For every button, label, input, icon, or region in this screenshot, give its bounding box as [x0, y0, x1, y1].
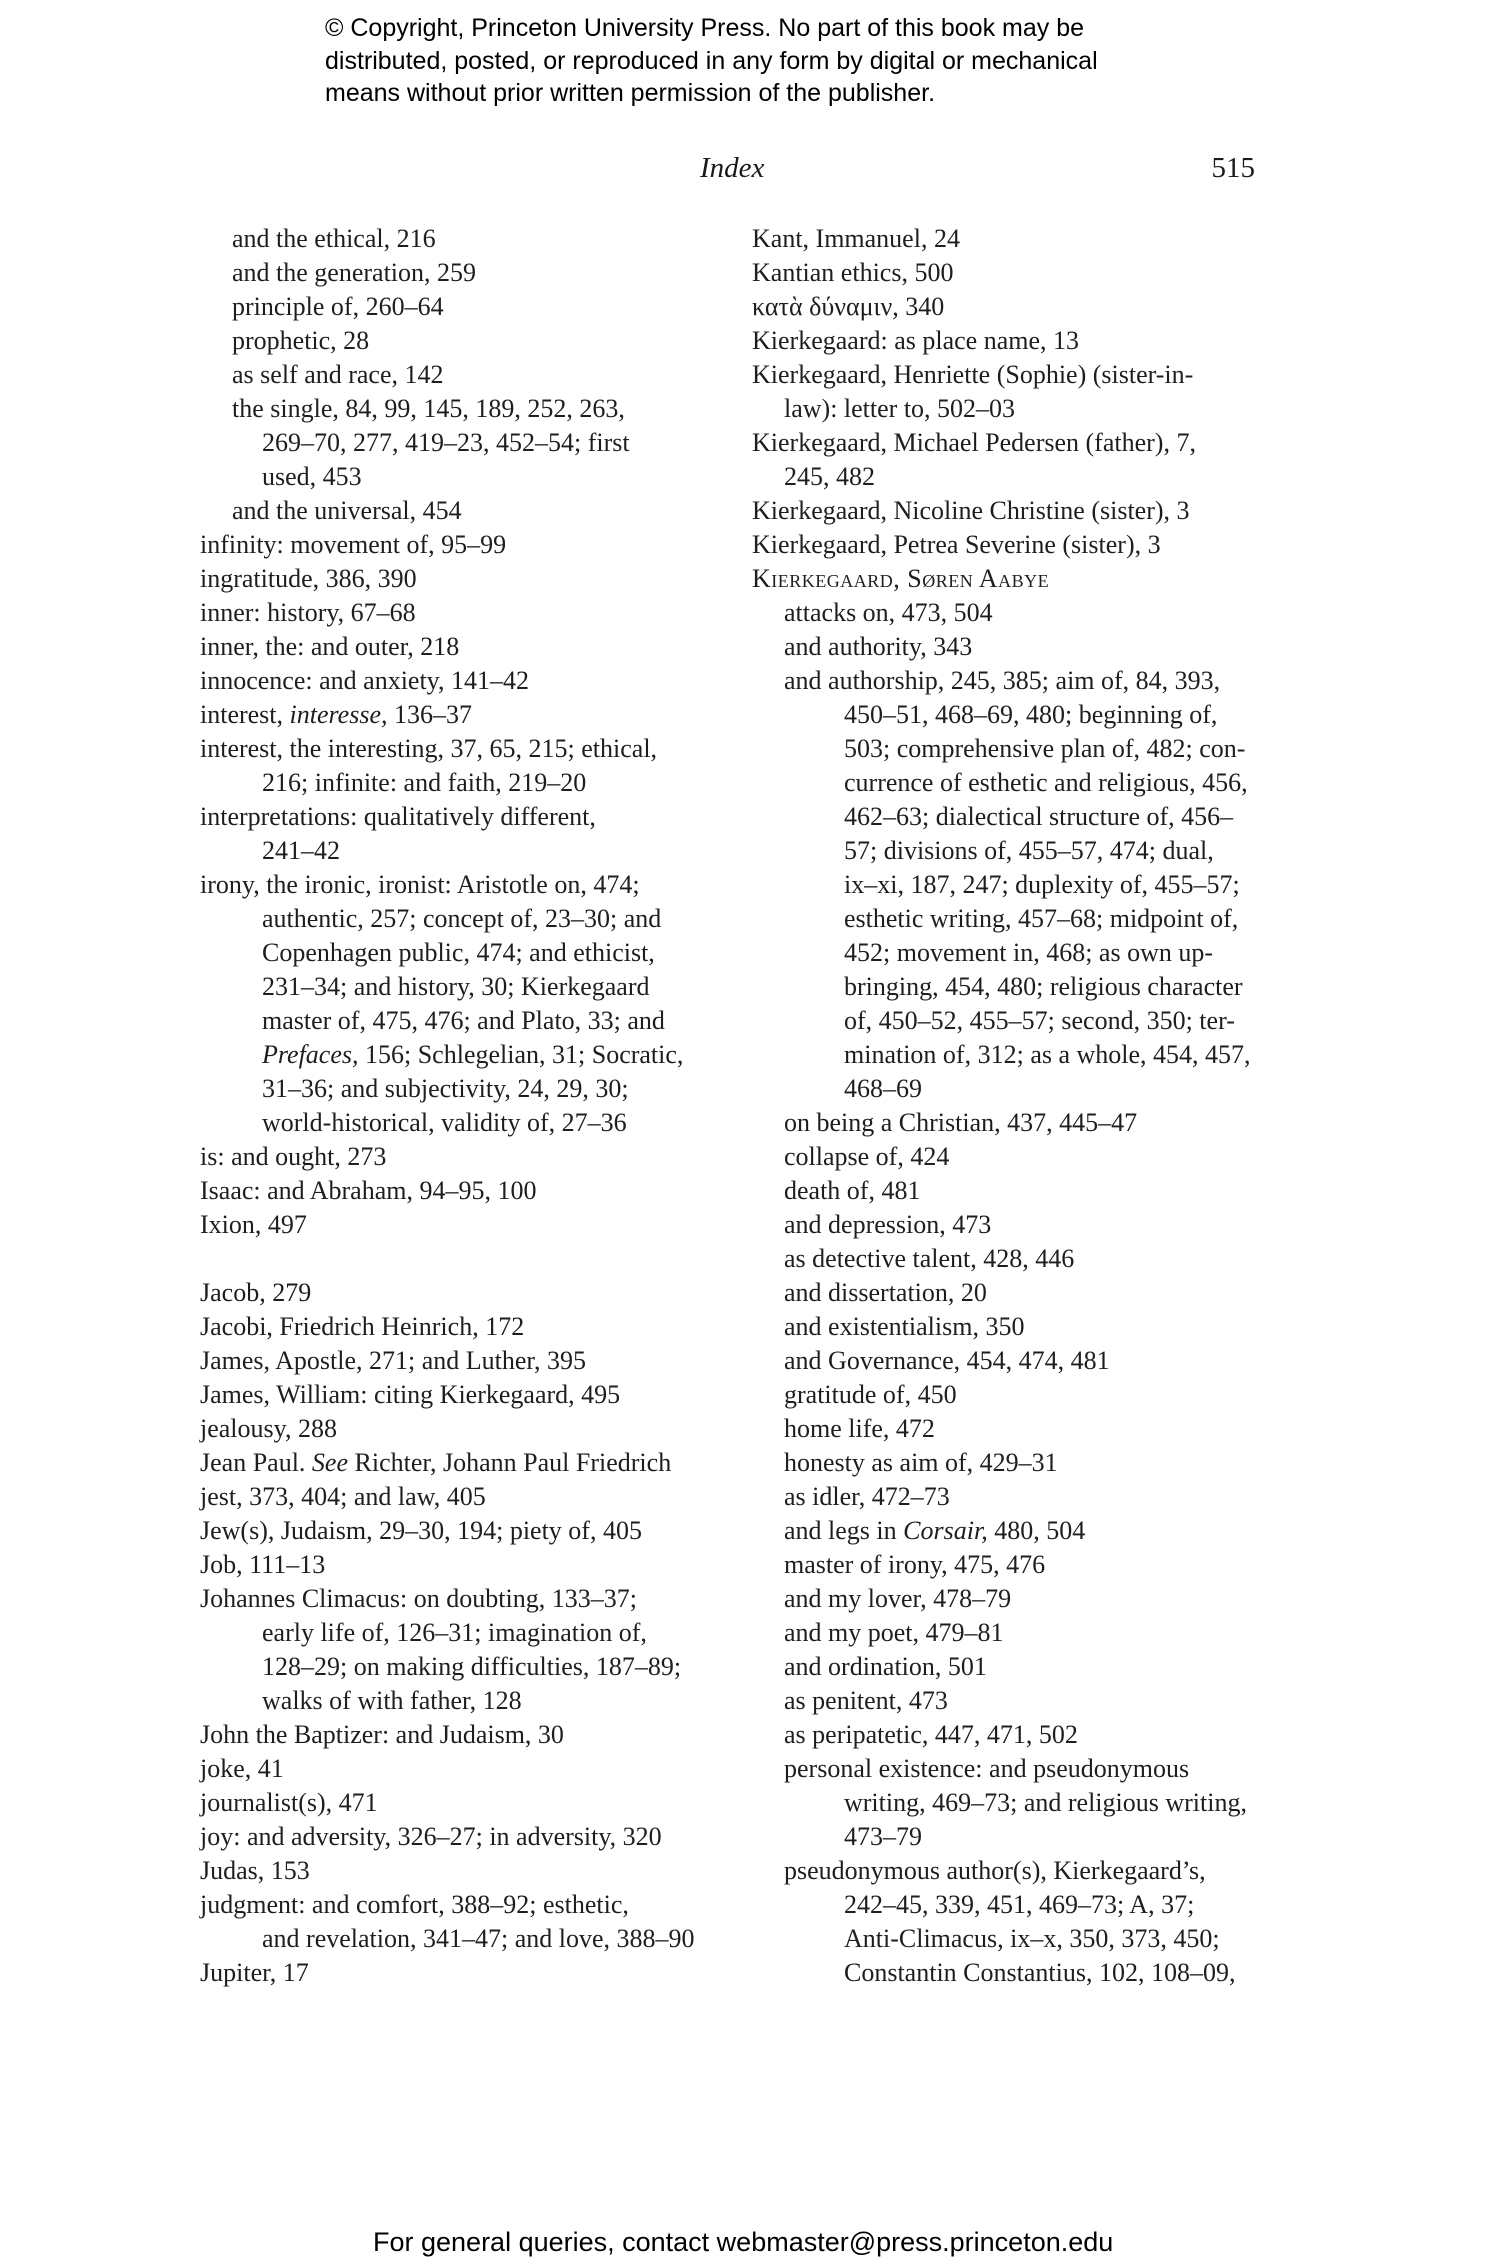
entry-text: Jew(s), Judaism, 29–30, 194; piety of, 405	[200, 1516, 642, 1545]
index-subentry	[752, 1344, 1272, 1378]
index-subentry	[752, 1004, 1272, 1038]
index-column-left	[200, 222, 720, 1990]
index-subentry	[752, 1072, 1272, 1106]
index-subentry	[752, 1582, 1272, 1616]
entry-text: used, 453	[262, 462, 362, 491]
entry-text: interest, the interesting, 37, 65, 215; ethical,	[200, 734, 658, 763]
copyright-notice	[325, 12, 1325, 110]
entry-text: currence of esthetic and religious, 456,	[844, 768, 1248, 797]
entry-text: and authorship, 245, 385; aim of, 84, 393,	[784, 666, 1221, 695]
index-subentry	[752, 1514, 1272, 1548]
index-entry	[200, 1582, 720, 1616]
entry-text: gratitude of, 450	[784, 1380, 957, 1409]
index-entry	[200, 1820, 720, 1854]
entry-text: 503; comprehensive plan of, 482; con-	[844, 734, 1246, 763]
entry-text: 462–63; dialectical structure of, 456–	[844, 802, 1234, 831]
entry-text: 452; movement in, 468; as own up-	[844, 938, 1214, 967]
running-head	[200, 152, 1255, 192]
entry-text: 450–51, 468–69, 480; beginning of,	[844, 700, 1218, 729]
index-subentry	[752, 1412, 1272, 1446]
entry-text: as peripatetic, 447, 471, 502	[784, 1720, 1078, 1749]
index-entry	[200, 1480, 720, 1514]
entry-text: and ordination, 501	[784, 1652, 987, 1681]
entry-text-after: Richter, Johann Paul Friedrich	[348, 1448, 672, 1477]
index-entry	[200, 1412, 720, 1446]
entry-text: jest, 373, 404; and law, 405	[200, 1482, 486, 1511]
index-entry	[200, 1378, 720, 1412]
index-subentry	[752, 1208, 1272, 1242]
entry-text: law): letter to, 502–03	[784, 394, 1016, 423]
entry-text: Job, 111–13	[200, 1550, 326, 1579]
index-subentry	[200, 1072, 720, 1106]
index-subentry	[752, 970, 1272, 1004]
entry-text: Judas, 153	[200, 1856, 310, 1885]
index-entry	[200, 1752, 720, 1786]
index-subentry	[752, 1888, 1272, 1922]
index-subentry	[200, 1922, 720, 1956]
entry-italic-text: interesse,	[289, 700, 388, 729]
entry-text: walks of with father, 128	[262, 1686, 522, 1715]
index-entry	[752, 528, 1272, 562]
entry-text: infinity: movement of, 95–99	[200, 530, 507, 559]
copyright-line: © Copyright, Princeton University Press. No part of this book may be	[325, 14, 1085, 42]
entry-text: honesty as aim of, 429–31	[784, 1448, 1058, 1477]
entry-text: irony, the ironic, ironist: Aristotle on, 474;	[200, 870, 640, 899]
index-subentry	[200, 358, 720, 392]
entry-text: and my poet, 479–81	[784, 1618, 1004, 1647]
entry-text: ingratitude, 386, 390	[200, 564, 417, 593]
index-subentry	[200, 1616, 720, 1650]
index-entry	[200, 732, 720, 766]
index-entry	[200, 1854, 720, 1888]
index-subentry	[752, 732, 1272, 766]
entry-text: 468–69	[844, 1074, 922, 1103]
entry-text: Jean Paul.	[200, 1448, 312, 1477]
index-subentry	[200, 494, 720, 528]
entry-text: mination of, 312; as a whole, 454, 457,	[844, 1040, 1251, 1069]
index-subentry	[752, 1820, 1272, 1854]
index-entry	[200, 1888, 720, 1922]
index-entry	[200, 1140, 720, 1174]
index-subentry	[752, 1684, 1272, 1718]
entry-text: Copenhagen public, 474; and ethicist,	[262, 938, 655, 967]
index-subentry	[200, 460, 720, 494]
index-subentry	[752, 1752, 1272, 1786]
entry-text: on being a Christian, 437, 445–47	[784, 1108, 1138, 1137]
index-subentry	[752, 1616, 1272, 1650]
index-entry	[200, 1174, 720, 1208]
index-entry	[200, 528, 720, 562]
index-column-right	[752, 222, 1272, 1990]
entry-text: Kantian ethics, 500	[752, 258, 954, 287]
entry-text: Ixion, 497	[200, 1210, 307, 1239]
entry-text: interpretations: qualitatively different,	[200, 802, 596, 831]
index-entry	[200, 1344, 720, 1378]
entry-text: 473–79	[844, 1822, 922, 1851]
entry-text: jealousy, 288	[200, 1414, 337, 1443]
entry-text: Isaac: and Abraham, 94–95, 100	[200, 1176, 537, 1205]
index-subentry	[752, 1106, 1272, 1140]
entry-text: and the ethical, 216	[232, 224, 436, 253]
entry-text: 269–70, 277, 419–23, 452–54; first	[262, 428, 630, 457]
index-subentry	[752, 1140, 1272, 1174]
entry-text: writing, 469–73; and religious writing,	[844, 1788, 1247, 1817]
index-entry	[752, 494, 1272, 528]
index-subentry	[752, 1786, 1272, 1820]
entry-text: and Governance, 454, 474, 481	[784, 1346, 1110, 1375]
entry-text: κατὰ δύναμιν, 340	[752, 292, 945, 321]
entry-text: interest,	[200, 700, 290, 729]
entry-text: Kierkegaard, Petrea Severine (sister), 3	[752, 530, 1161, 559]
entry-text: joy: and adversity, 326–27; in adversity, 320	[200, 1822, 662, 1851]
index-entry	[200, 630, 720, 664]
entry-text: and existentialism, 350	[784, 1312, 1025, 1341]
index-entry	[200, 1514, 720, 1548]
entry-text: and dissertation, 20	[784, 1278, 987, 1307]
index-subentry	[752, 1548, 1272, 1582]
entry-text: as detective talent, 428, 446	[784, 1244, 1075, 1273]
entry-text: 128–29; on making difficulties, 187–89;	[262, 1652, 682, 1681]
index-subentry	[752, 596, 1272, 630]
index-subentry	[200, 1004, 720, 1038]
entry-text: Kierkegaard, Nicoline Christine (sister), 3	[752, 496, 1190, 525]
entry-text: as idler, 472–73	[784, 1482, 950, 1511]
entry-text: 231–34; and history, 30; Kierkegaard	[262, 972, 650, 1001]
entry-text: Jacob, 279	[200, 1278, 312, 1307]
entry-text: 245, 482	[784, 462, 875, 491]
index-subentry	[752, 1310, 1272, 1344]
entry-text: Anti-Climacus, ix–x, 350, 373, 450;	[844, 1924, 1220, 1953]
entry-text: and revelation, 341–47; and love, 388–90	[262, 1924, 695, 1953]
entry-text: 241–42	[262, 836, 340, 865]
entry-text: Kant, Immanuel, 24	[752, 224, 960, 253]
index-entry	[752, 562, 1272, 596]
entry-text: James, Apostle, 271; and Luther, 395	[200, 1346, 587, 1375]
entry-text: as penitent, 473	[784, 1686, 948, 1715]
entry-text: 57; divisions of, 455–57, 474; dual,	[844, 836, 1214, 865]
entry-text: Kierkegaard, Søren Aabye	[752, 564, 1050, 593]
index-subentry	[200, 766, 720, 800]
index-subentry	[200, 324, 720, 358]
entry-text: Jacobi, Friedrich Heinrich, 172	[200, 1312, 525, 1341]
page-number: 515	[1211, 152, 1255, 184]
entry-text: journalist(s), 471	[200, 1788, 378, 1817]
index-subentry	[752, 936, 1272, 970]
entry-text-after: 136–37	[387, 700, 472, 729]
entry-text: John the Baptizer: and Judaism, 30	[200, 1720, 564, 1749]
index-subentry	[752, 800, 1272, 834]
index-entry	[200, 1310, 720, 1344]
index-subentry	[752, 834, 1272, 868]
index-subentry	[200, 970, 720, 1004]
entry-text: innocence: and anxiety, 141–42	[200, 666, 529, 695]
entry-text: master of, 475, 476; and Plato, 33; and	[262, 1006, 665, 1035]
running-head-title: Index	[700, 152, 765, 184]
entry-text: and my lover, 478–79	[784, 1584, 1012, 1613]
index-entry	[200, 596, 720, 630]
index-subentry	[752, 1242, 1272, 1276]
entry-text: bringing, 454, 480; religious character	[844, 972, 1243, 1001]
entry-text: and the universal, 454	[232, 496, 462, 525]
entry-text: and the generation, 259	[232, 258, 477, 287]
index-subentry	[752, 1922, 1272, 1956]
index-entry	[200, 664, 720, 698]
index-subentry	[752, 1650, 1272, 1684]
index-subentry	[752, 460, 1272, 494]
index-subentry	[200, 1038, 720, 1072]
entry-text: master of irony, 475, 476	[784, 1550, 1046, 1579]
entry-text: world-historical, validity of, 27–36	[262, 1108, 627, 1137]
entry-text: the single, 84, 99, 145, 189, 252, 263,	[232, 394, 625, 423]
index-subentry	[200, 256, 720, 290]
index-entry	[200, 868, 720, 902]
entry-text-after: 156; Schlegelian, 31; Socratic,	[358, 1040, 684, 1069]
entry-text: Constantin Constantius, 102, 108–09,	[844, 1958, 1236, 1987]
index-subentry	[752, 664, 1272, 698]
entry-text: personal existence: and pseudonymous	[784, 1754, 1190, 1783]
index-entry	[200, 1956, 720, 1990]
entry-text: and authority, 343	[784, 632, 973, 661]
entry-text: and depression, 473	[784, 1210, 992, 1239]
index-subentry	[200, 936, 720, 970]
index-entry	[752, 222, 1272, 256]
entry-text: 242–45, 339, 451, 469–73; A, 37;	[844, 1890, 1195, 1919]
index-entry	[200, 1718, 720, 1752]
index-subentry	[200, 1650, 720, 1684]
entry-text-after: 480, 504	[987, 1516, 1086, 1545]
index-entry	[200, 1548, 720, 1582]
entry-italic-text: Corsair,	[903, 1516, 988, 1545]
index-subentry	[752, 630, 1272, 664]
entry-text: early life of, 126–31; imagination of,	[262, 1618, 647, 1647]
index-subentry	[200, 1106, 720, 1140]
entry-text: joke, 41	[200, 1754, 284, 1783]
index-spacer	[200, 1242, 720, 1276]
index-entry	[200, 562, 720, 596]
entry-text: prophetic, 28	[232, 326, 370, 355]
index-subentry	[752, 902, 1272, 936]
index-subentry	[200, 222, 720, 256]
index-entry	[752, 256, 1272, 290]
index-subentry	[200, 290, 720, 324]
entry-text: inner: history, 67–68	[200, 598, 416, 627]
index-entry	[200, 1276, 720, 1310]
copyright-line: means without prior written permission of the publisher.	[325, 79, 936, 107]
entry-text: and legs in	[784, 1516, 904, 1545]
entry-text: death of, 481	[784, 1176, 921, 1205]
copyright-line: distributed, posted, or reproduced in any form by digital or mechanical	[325, 46, 1098, 75]
entry-text: authentic, 257; concept of, 23–30; and	[262, 904, 662, 933]
entry-text: ix–xi, 187, 247; duplexity of, 455–57;	[844, 870, 1240, 899]
index-entry	[200, 800, 720, 834]
entry-text: as self and race, 142	[232, 360, 444, 389]
index-subentry	[200, 426, 720, 460]
index-subentry	[752, 868, 1272, 902]
entry-text: collapse of, 424	[784, 1142, 950, 1171]
index-subentry	[200, 392, 720, 426]
index-subentry	[752, 1480, 1272, 1514]
entry-text: Kierkegaard, Henriette (Sophie) (sister-in-	[752, 360, 1194, 389]
index-subentry	[752, 1174, 1272, 1208]
index-entry	[752, 426, 1272, 460]
index-subentry	[752, 1854, 1272, 1888]
entry-text: Johannes Climacus: on doubting, 133–37;	[200, 1584, 637, 1613]
entry-italic-text: See	[311, 1448, 349, 1477]
index-entry	[200, 1208, 720, 1242]
index-entry	[200, 1786, 720, 1820]
index-subentry	[752, 698, 1272, 732]
entry-text: 31–36; and subjectivity, 24, 29, 30;	[262, 1074, 629, 1103]
footer-contact: For general queries, contact webmaster@press.princeton.edu	[373, 2227, 1114, 2257]
index-subentry	[752, 1718, 1272, 1752]
entry-italic-text: Prefaces,	[262, 1040, 359, 1069]
index-entry	[752, 358, 1272, 392]
index-subentry	[752, 1378, 1272, 1412]
entry-text: of, 450–52, 455–57; second, 350; ter-	[844, 1006, 1235, 1035]
entry-text: 216; infinite: and faith, 219–20	[262, 768, 587, 797]
index-subentry	[200, 834, 720, 868]
entry-text: esthetic writing, 457–68; midpoint of,	[844, 904, 1239, 933]
entry-text: home life, 472	[784, 1414, 935, 1443]
index-subentry	[752, 1446, 1272, 1480]
index-entry	[200, 698, 720, 732]
index-entry	[752, 290, 1272, 324]
index-subentry	[752, 392, 1272, 426]
entry-text: Kierkegaard, Michael Pedersen (father), 7,	[752, 428, 1196, 457]
index-entry	[200, 1446, 720, 1480]
entry-text: principle of, 260–64	[232, 292, 444, 321]
index-subentry	[200, 1684, 720, 1718]
entry-text: James, William: citing Kierkegaard, 495	[200, 1380, 621, 1409]
entry-text: is: and ought, 273	[200, 1142, 387, 1171]
entry-text: Jupiter, 17	[200, 1958, 309, 1987]
entry-text: attacks on, 473, 504	[784, 598, 993, 627]
index-subentry	[752, 1276, 1272, 1310]
index-entry	[752, 324, 1272, 358]
entry-text: inner, the: and outer, 218	[200, 632, 460, 661]
index-subentry	[752, 1956, 1272, 1990]
entry-text: Kierkegaard: as place name, 13	[752, 326, 1080, 355]
entry-text: judgment: and comfort, 388–92; esthetic,	[200, 1890, 629, 1919]
index-subentry	[200, 902, 720, 936]
entry-text: pseudonymous author(s), Kierkegaard’s,	[784, 1856, 1206, 1885]
index-subentry	[752, 1038, 1272, 1072]
index-subentry	[752, 766, 1272, 800]
